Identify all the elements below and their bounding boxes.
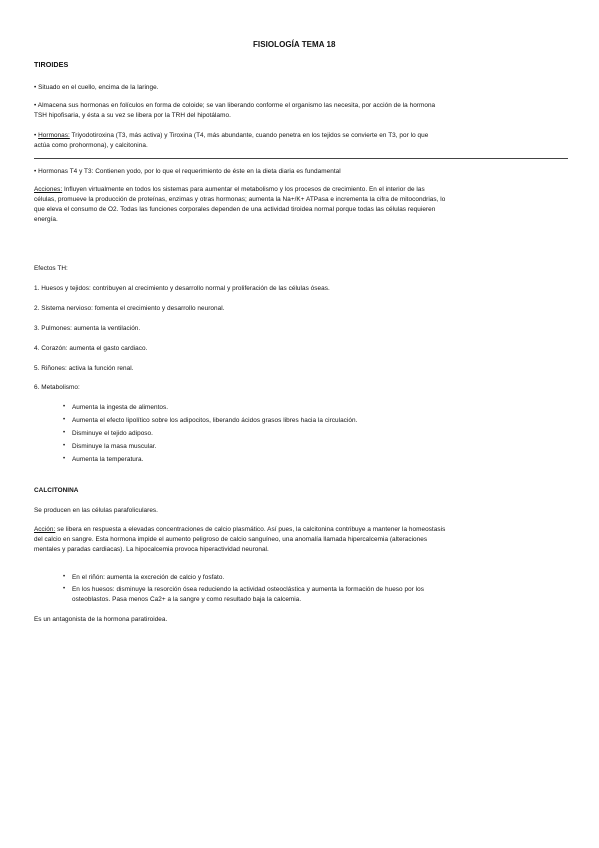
metabolismo-item: Aumenta la temperatura. (72, 456, 144, 463)
section-heading-tiroides: TIROIDES (34, 60, 69, 69)
paragraph-hormonas-line2: actúa como prohormona), y calcitonina. (34, 142, 148, 149)
section-heading-calcitonina: CALCITONINA (34, 487, 79, 494)
metabolismo-item: Aumenta la ingesta de alimentos. (72, 404, 169, 411)
bullet-dot-icon: • (63, 443, 66, 449)
acciones-text: Influyen virtualmente en todos los sistemas para aumentar el metabolismo y los procesos de crecimiento. En el interior de las (62, 186, 425, 193)
accion-text: se libera en respuesta a elevadas concentraciones de calcio plasmático. Así pues, la calcitonina contribuye a mantener la homeostasis (55, 526, 446, 533)
bullet-dot-icon: • (63, 417, 66, 423)
efecto-item: 1. Huesos y tejidos: contribuyen al crecimiento y desarrollo normal y proliferación de las células óseas. (34, 285, 330, 292)
document-title: FISIOLOGÍA TEMA 18 (253, 40, 336, 49)
bullet-prefix: • (34, 132, 39, 139)
paragraph-acciones-line2: células, promueve la producción de proteínas, enzimas y otras hormonas; aumenta la Na+/K+ ATPasa e incrementa la cifra de mitocondrias, lo (34, 196, 446, 203)
bullet-dot-icon: • (63, 574, 66, 580)
metabolismo-item: Disminuye el tejido adiposo. (72, 430, 153, 437)
paragraph-almacena-line2: TSH hipofisaria, y ésta a su vez se libera por la TRH del hipotálamo. (34, 112, 231, 119)
bullet-dot-icon: • (63, 430, 66, 436)
paragraph-calcitonina-origen: Se producen en las células parafoliculares. (34, 507, 158, 514)
bullet-dot-icon: • (63, 586, 66, 592)
efecto-item: 2. Sistema nervioso: fomenta el crecimiento y desarrollo neuronal. (34, 305, 225, 312)
accion-label: Acción: (34, 526, 56, 533)
hormonas-text: Triyodotiroxina (T3, más activa) y Tiroxina (T4, más abundante, cuando penetra en los tejidos se convierte en T3, por lo que (69, 132, 429, 139)
acciones-label: Acciones: (34, 186, 63, 193)
metabolismo-item: Disminuye la masa muscular. (72, 443, 157, 450)
bullet-dot-icon: • (63, 404, 66, 410)
metabolismo-item: Aumenta el efecto lipolítico sobre los adipocitos, liberando ácidos grasos libres hacia la circulación. (72, 417, 358, 424)
paragraph-situado: • Situado en el cuello, encima de la laringe. (34, 84, 159, 91)
paragraph-acciones-line4: energía. (34, 216, 58, 223)
calcitonina-item: En el riñón: aumenta la excreción de calcio y fosfato. (72, 574, 225, 581)
efecto-item: 3. Pulmones: aumenta la ventilación. (34, 325, 141, 332)
paragraph-accion-line3: mentales y paradas cardiacas). La hipocalcemia provoca hiperactividad neuronal. (34, 546, 269, 553)
efecto-item: 6. Metabolismo: (34, 384, 80, 391)
paragraph-t4-t3: • Hormonas T4 y T3: Contienen yodo, por lo que el requerimiento de éste en la dieta diaria es fundamental (34, 168, 341, 175)
bullet-dot-icon: • (63, 456, 66, 462)
horizontal-divider (34, 158, 568, 159)
calcitonina-item-continuation: osteoblastos. Pasa menos Ca2+ a la sangre y como resultado baja la calcemia. (72, 596, 302, 603)
calcitonina-item: En los huesos: disminuye la resorción ósea reduciendo la actividad osteoclástica y aumenta la formación de hueso por los (72, 586, 424, 593)
paragraph-accion-line1 (34, 525, 445, 535)
paragraph-accion-line2: del calcio en sangre. Esta hormona impide el aumento peligroso de calcio sanguíneo, una anomalía llamada hipercalcemia (alteraciones (34, 536, 428, 543)
efecto-item: 5. Riñones: activa la función renal. (34, 365, 134, 372)
efecto-item: 4. Corazón: aumenta el gasto cardiaco. (34, 345, 148, 352)
paragraph-antagonista: Es un antagonista de la hormona paratiroidea. (34, 616, 168, 623)
hormonas-label: Hormonas: (38, 132, 70, 139)
efectos-heading: Efectos TH: (34, 265, 68, 272)
paragraph-almacena-line1: • Almacena sus hormonas en folículos en forma de coloide; se van liberando conforme el organismo las necesita, por acción de la hormona (34, 102, 436, 109)
paragraph-acciones-line3: que eleva el consumo de O2. Todas las funciones corporales dependen de una actividad tiroidea normal porque todas las células requieren (34, 206, 436, 213)
paragraph-hormonas-line1 (34, 131, 428, 141)
paragraph-acciones-line1 (34, 185, 425, 195)
